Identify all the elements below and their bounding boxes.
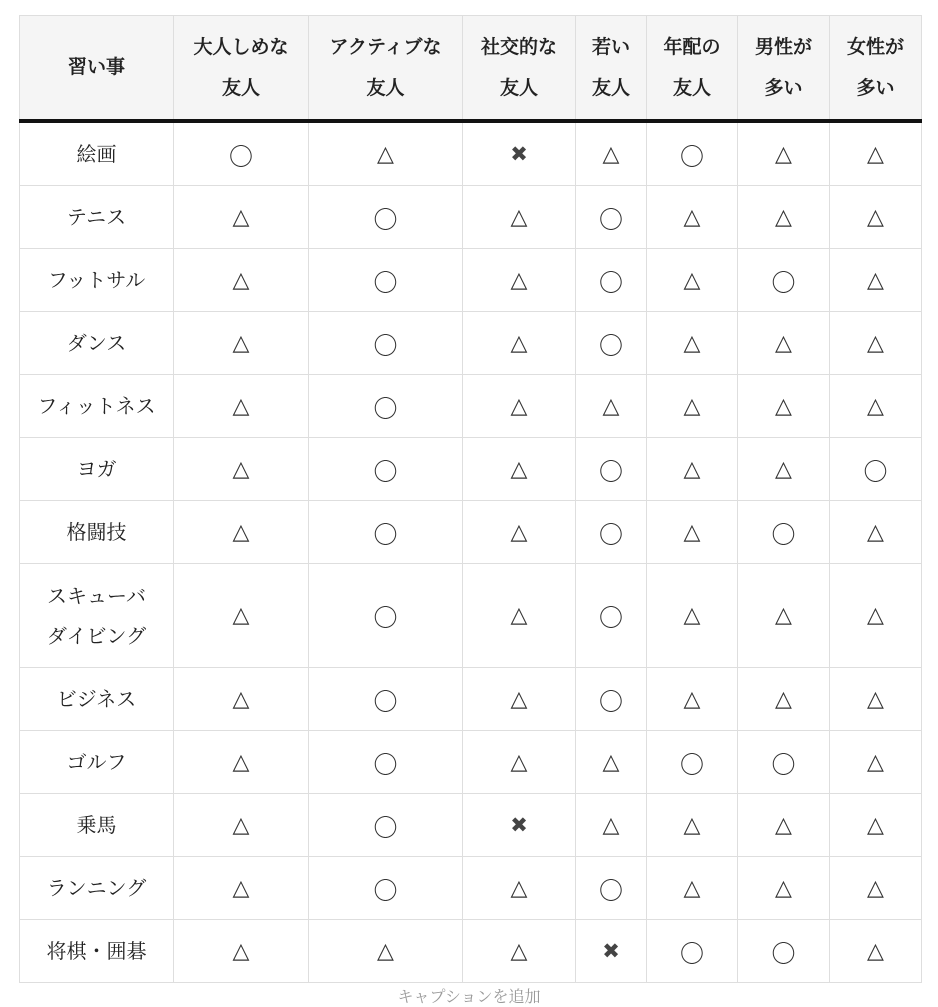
triangle-mark: △ [232,686,250,712]
rating-cell [830,794,922,857]
rating-cell [309,668,463,731]
rating-cell [738,501,830,564]
circle-mark: 〇 [373,876,398,905]
circle-mark: 〇 [373,520,398,549]
triangle-mark: △ [867,393,884,419]
triangle-mark: △ [867,267,884,293]
triangle-mark: △ [775,686,792,712]
table-row [20,375,922,438]
triangle-mark: △ [232,875,250,901]
rating-cell [647,920,738,983]
circle-mark: 〇 [599,687,623,716]
circle-mark: 〇 [680,142,704,171]
rating-cell [309,794,463,857]
rating-cell [174,668,309,731]
rating-cell [309,501,463,564]
rating-cell [309,312,463,375]
triangle-mark: △ [867,330,884,356]
circle-mark: 〇 [373,268,398,297]
triangle-mark: △ [683,812,701,838]
triangle-mark: △ [232,603,250,628]
rating-cell [576,121,647,186]
rating-cell [309,121,463,186]
circle-mark: 〇 [373,750,398,779]
triangle-mark: △ [602,749,620,775]
header-label-line: 多い [856,76,895,99]
triangle-mark: △ [683,603,701,628]
rating-cell [576,794,647,857]
triangle-mark: △ [867,603,884,628]
table-row [20,857,922,920]
triangle-mark: △ [867,141,884,167]
triangle-mark: △ [775,330,792,356]
lesson-name: ダンス [66,331,127,355]
rating-cell [463,438,576,501]
triangle-mark: △ [775,456,792,482]
rating-cell [647,668,738,731]
rating-cell [309,186,463,249]
triangle-mark: △ [775,812,792,838]
rating-cell [576,186,647,249]
rating-cell [647,312,738,375]
lesson-name: 格闘技 [66,520,127,544]
lesson-name-cell [20,501,174,564]
rating-cell [830,438,922,501]
rating-cell [576,857,647,920]
rating-cell [463,668,576,731]
rating-cell [738,794,830,857]
triangle-mark: △ [683,686,701,712]
header-label-line: 女性が [846,35,904,58]
rating-cell [463,920,576,983]
header-column-5 [647,16,738,122]
triangle-mark: △ [775,141,792,167]
rating-cell [174,186,309,249]
rating-cell [174,794,309,857]
circle-mark: 〇 [771,268,796,297]
header-label-line: 若い [591,35,630,58]
rating-cell [647,794,738,857]
rating-cell [576,501,647,564]
rating-cell [738,668,830,731]
rating-cell [576,249,647,312]
circle-mark: 〇 [599,604,623,632]
rating-cell [576,312,647,375]
rating-cell [174,438,309,501]
rating-cell [738,375,830,438]
rating-cell [576,668,647,731]
triangle-mark: △ [377,938,394,964]
rating-cell [647,121,738,186]
rating-cell [463,121,576,186]
circle-mark: 〇 [373,331,398,360]
cross-mark: ✖ [602,939,620,963]
table-row [20,312,922,375]
triangle-mark: △ [602,812,620,838]
rating-cell [830,731,922,794]
table-header-row [20,16,922,122]
circle-mark: 〇 [599,457,623,486]
header-label-line: 多い [764,76,803,99]
circle-mark: 〇 [599,205,623,234]
table-row [20,564,922,668]
rating-cell [738,121,830,186]
triangle-mark: △ [867,875,884,901]
rating-cell [463,312,576,375]
triangle-mark: △ [510,749,528,775]
rating-cell [647,857,738,920]
circle-mark: 〇 [373,813,398,842]
triangle-mark: △ [775,875,792,901]
rating-cell [647,249,738,312]
rating-cell [463,564,576,668]
lessons-comparison-table [19,15,922,983]
triangle-mark: △ [683,204,701,230]
header-column-6 [738,16,830,122]
triangle-mark: △ [510,875,528,901]
triangle-mark: △ [510,519,528,545]
rating-cell [463,794,576,857]
rating-cell [309,438,463,501]
cross-mark: ✖ [510,813,528,837]
rating-cell [830,121,922,186]
header-label-line: 大人しめな [193,35,289,58]
lesson-name-cell [20,564,174,668]
triangle-mark: △ [683,330,701,356]
header-column-2 [309,16,463,122]
triangle-mark: △ [510,267,528,293]
table-row [20,121,922,186]
rating-cell [576,375,647,438]
circle-mark: 〇 [680,939,704,968]
triangle-mark: △ [683,875,701,901]
rating-cell [174,375,309,438]
rating-cell [309,857,463,920]
triangle-mark: △ [775,204,792,230]
lesson-name: スキューバ [47,583,146,608]
triangle-mark: △ [232,812,250,838]
header-column-1 [174,16,309,122]
rating-cell [174,564,309,668]
triangle-mark: △ [510,393,528,419]
triangle-mark: △ [232,938,250,964]
triangle-mark: △ [775,603,792,628]
rating-cell [830,920,922,983]
lesson-name: 絵画 [76,142,117,166]
lesson-name: フットサル [47,268,146,292]
rating-cell [738,857,830,920]
lesson-name-cell [20,920,174,983]
triangle-mark: △ [683,393,701,419]
rating-cell [647,186,738,249]
triangle-mark: △ [683,267,701,293]
rating-cell [463,501,576,564]
triangle-mark: △ [867,812,884,838]
triangle-mark: △ [232,519,250,545]
rating-cell [738,186,830,249]
rating-cell [463,249,576,312]
lesson-name-cell [20,121,174,186]
rating-cell [830,668,922,731]
rating-cell [647,501,738,564]
triangle-mark: △ [232,267,250,293]
lesson-name: テニス [66,205,127,229]
rating-cell [830,564,922,668]
triangle-mark: △ [510,330,528,356]
triangle-mark: △ [232,204,250,230]
table-row [20,920,922,983]
circle-mark: 〇 [771,520,796,549]
rating-cell [463,186,576,249]
rating-cell [647,375,738,438]
lesson-name: ゴルフ [66,750,127,774]
rating-cell [738,249,830,312]
triangle-mark: △ [867,519,884,545]
rating-cell [309,375,463,438]
rating-cell [174,731,309,794]
header-column-7 [830,16,922,122]
table-row [20,186,922,249]
triangle-mark: △ [683,456,701,482]
lesson-name-cell [20,312,174,375]
rating-cell [576,438,647,501]
lesson-name-cell [20,857,174,920]
header-label-line: 友人 [366,76,405,99]
rating-cell [830,186,922,249]
circle-mark: 〇 [599,520,623,549]
triangle-mark: △ [867,686,884,712]
circle-mark: 〇 [680,750,704,779]
circle-mark: 〇 [599,268,623,297]
circle-mark: 〇 [599,876,623,905]
rating-cell [738,731,830,794]
rating-cell [830,375,922,438]
header-column-3 [463,16,576,122]
rating-cell [830,857,922,920]
rating-cell [576,564,647,668]
lesson-name: ヨガ [76,457,117,481]
rating-cell [174,920,309,983]
header-label-line: 友人 [499,76,538,99]
circle-mark: 〇 [599,331,623,360]
rating-cell [738,920,830,983]
triangle-mark: △ [232,456,250,482]
table-row [20,438,922,501]
triangle-mark: △ [510,686,528,712]
table-row [20,794,922,857]
triangle-mark: △ [867,749,884,775]
rating-cell [174,121,309,186]
table-row [20,501,922,564]
table-row [20,249,922,312]
lesson-name-cell [20,249,174,312]
lesson-name-cell [20,186,174,249]
rating-cell [309,731,463,794]
rating-cell [576,920,647,983]
lesson-name-cell [20,731,174,794]
header-label-line: 習い事 [67,56,125,78]
lesson-name: ビジネス [56,687,137,711]
circle-mark: 〇 [863,457,888,486]
header-lesson [20,16,174,122]
triangle-mark: △ [510,603,528,628]
rating-cell [174,501,309,564]
triangle-mark: △ [232,393,250,419]
rating-cell [309,920,463,983]
triangle-mark: △ [232,749,250,775]
lesson-name: ランニング [46,876,147,900]
triangle-mark: △ [510,456,528,482]
lesson-name: フィットネス [37,394,156,418]
triangle-mark: △ [867,204,884,230]
triangle-mark: △ [602,393,620,419]
cross-mark: ✖ [510,142,528,166]
lesson-name-cell [20,438,174,501]
header-label-line: 友人 [221,76,260,99]
triangle-mark: △ [867,938,884,964]
rating-cell [647,564,738,668]
circle-mark: 〇 [373,687,398,716]
header-label-line: 友人 [591,76,630,99]
lesson-name: 将棋・囲碁 [46,939,147,963]
circle-mark: 〇 [373,604,398,632]
circle-mark: 〇 [373,457,398,486]
circle-mark: 〇 [373,205,398,234]
table-row [20,731,922,794]
triangle-mark: △ [232,330,250,356]
circle-mark: 〇 [771,939,796,968]
triangle-mark: △ [683,519,701,545]
rating-cell [647,731,738,794]
rating-cell [309,564,463,668]
triangle-mark: △ [775,393,792,419]
comparison-table-container [19,15,921,983]
circle-mark: 〇 [373,394,398,423]
rating-cell [830,312,922,375]
header-label-line: 社交的な [480,35,557,58]
rating-cell [830,249,922,312]
rating-cell [174,312,309,375]
header-column-4 [576,16,647,122]
rating-cell [309,249,463,312]
table-body [20,121,922,983]
triangle-mark: △ [510,938,528,964]
lesson-name-cell [20,794,174,857]
rating-cell [738,438,830,501]
lesson-name-cell [20,375,174,438]
lesson-name: ダイビング [46,623,147,648]
table-row [20,668,922,731]
rating-cell [463,731,576,794]
rating-cell [463,857,576,920]
lesson-name-cell [20,668,174,731]
header-label-line: 年配の [663,35,721,58]
triangle-mark: △ [510,204,528,230]
rating-cell [463,375,576,438]
rating-cell [738,312,830,375]
rating-cell [738,564,830,668]
rating-cell [174,857,309,920]
circle-mark: 〇 [229,142,253,171]
header-label-line: アクティブな [329,35,442,58]
header-label-line: 男性が [754,35,812,58]
triangle-mark: △ [602,141,620,167]
circle-mark: 〇 [771,750,796,779]
rating-cell [830,501,922,564]
rating-cell [576,731,647,794]
triangle-mark: △ [377,141,394,167]
lesson-name: 乗馬 [76,813,117,837]
table-caption[interactable]: キャプションを追加 [397,987,541,1006]
header-label-line: 友人 [672,76,711,99]
rating-cell [647,438,738,501]
rating-cell [174,249,309,312]
